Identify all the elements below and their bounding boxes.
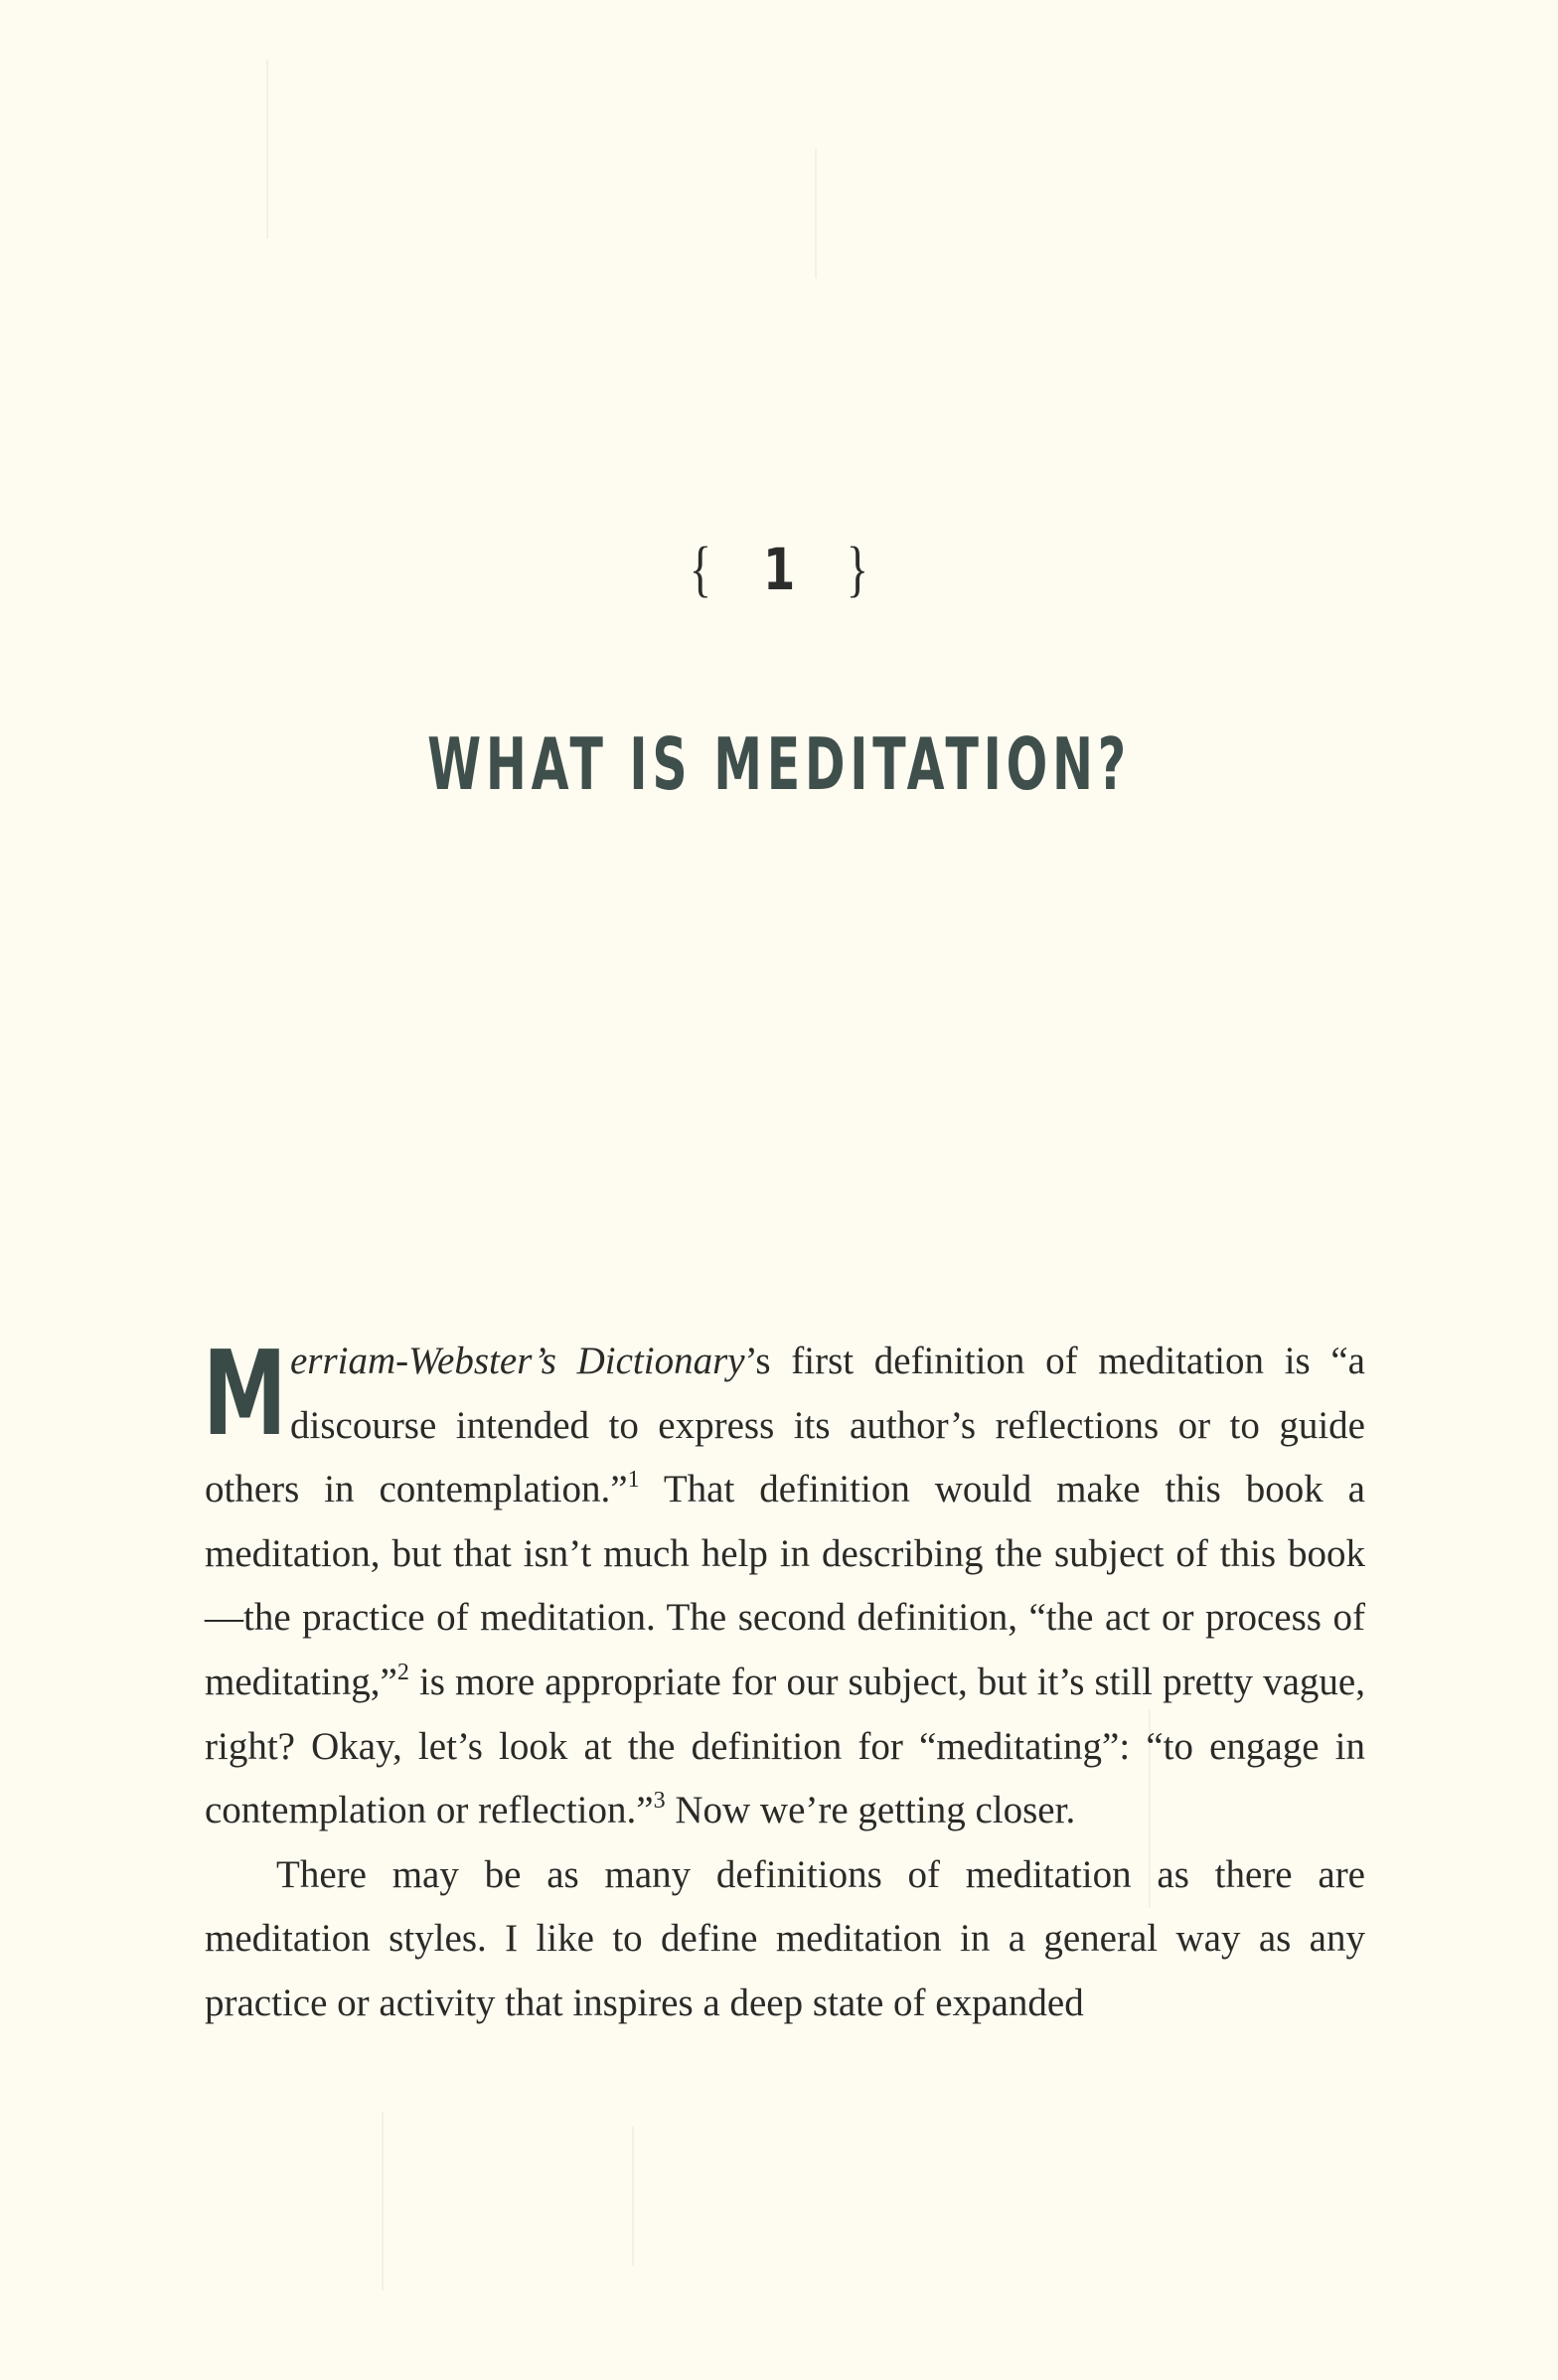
chapter-number: [0, 529, 1558, 609]
italic-dictionary-title: erriam-Webster’s Dictionary: [290, 1340, 745, 1382]
paragraph-1-text-a: ’s first definition of meditation is “a discourse intended to express its author’s reflections or to guide others in contemplation.”: [205, 1340, 1365, 1511]
footnote-marker-2: 2: [396, 1659, 409, 1685]
open-brace: {: [689, 536, 712, 603]
paragraph-1-text-d: Now we’re getting closer.: [665, 1789, 1076, 1832]
scan-artifact: [382, 2112, 384, 2291]
close-brace: }: [846, 536, 869, 603]
drop-cap: M: [203, 1325, 287, 1462]
footnote-marker-1: 1: [627, 1467, 640, 1494]
paragraph-1-text-c: is more appropriate for our subject, but it’s still pretty vague, right? Okay, let’s look at the definition for “meditating”: “to engage in contemplation or reflection.”: [205, 1660, 1365, 1832]
scan-artifact: [266, 60, 268, 238]
chapter-number-value: 1: [762, 536, 796, 603]
paragraph-2: There may be as many definitions of meditation as there are meditation styles. I like to define meditation in a general way as any practice or activity that inspires a deep state of expanded: [205, 1852, 1365, 2024]
scan-artifact: [632, 2127, 634, 2266]
footnote-marker-3: 3: [653, 1788, 666, 1815]
scan-artifact: [815, 149, 817, 278]
paragraph-1-text-b: That definition would make this book a meditation, but that isn’t much help in describing the subject of this book—the practice of meditation. The second definition, “the act or process of meditating,”: [205, 1468, 1365, 1703]
body-text: [203, 1325, 1365, 2036]
chapter-title: WHAT IS MEDITATION?: [427, 722, 1131, 806]
paragraph-1: [203, 1325, 1365, 1843]
